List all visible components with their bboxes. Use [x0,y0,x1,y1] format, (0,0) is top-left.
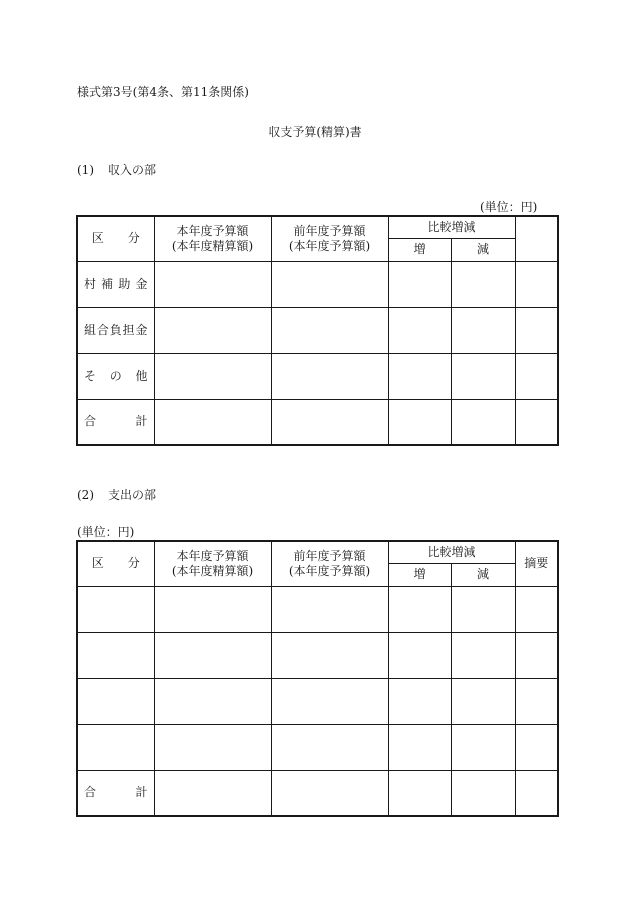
income-header-increase: 増 [388,238,451,261]
income-cell-decrease [451,399,515,445]
expense-cell-previous [271,586,388,632]
income-header-current-line2: (本年度精算額) [171,238,254,253]
income-header-row [77,216,558,238]
expense-row-label [77,770,154,816]
expense-cell-remarks [515,586,558,632]
expense-cell-current [154,770,271,816]
expense-header-comparison: 比較増減 [388,541,515,563]
expense-cell-previous [271,770,388,816]
expense-cell-remarks [515,632,558,678]
expense-header-current [154,541,271,586]
income-cell-decrease [451,307,515,353]
income-cell-increase [388,353,451,399]
income-header-comparison: 比較増減 [388,216,515,238]
expense-table [76,540,559,817]
income-header-current [154,216,271,261]
expense-row-label-text: 合 計 [84,785,148,800]
income-cell-current [154,353,271,399]
income-section-title: 収入の部 [108,163,157,177]
income-cell-remarks [515,261,558,307]
expense-cell-remarks [515,724,558,770]
expense-row-label [77,724,154,770]
income-cell-remarks [515,399,558,445]
income-cell-current [154,399,271,445]
expense-cell-increase [388,678,451,724]
expense-header-decrease: 減 [451,563,515,586]
income-row-label-text: 村補助金 [84,276,148,291]
expense-cell-current [154,724,271,770]
expense-header-previous-line2: (本年度予算額) [288,563,371,578]
expense-cell-increase [388,632,451,678]
income-header-remarks [515,216,558,261]
expense-section-heading [77,486,156,503]
expense-header-category: 区 分 [77,541,154,586]
expense-header-current-line1: 本年度予算額 [176,548,249,563]
form-reference: 様式第3号(第4条、第11条関係) [77,85,249,99]
expense-cell-remarks [515,770,558,816]
expense-cell-current [154,678,271,724]
expense-cell-previous [271,678,388,724]
expense-cell-decrease [451,724,515,770]
table-row [77,770,558,816]
income-header-previous-line2: (本年度予算額) [288,238,371,253]
table-row [77,261,558,307]
income-row-label-text: 合 計 [84,414,148,429]
expense-row-label [77,586,154,632]
income-cell-remarks [515,307,558,353]
expense-cell-increase [388,586,451,632]
expense-cell-current [154,632,271,678]
income-section-number: (1) [77,163,94,177]
expense-row-label [77,678,154,724]
table-row [77,724,558,770]
income-cell-increase [388,307,451,353]
expense-header-row [77,541,558,563]
income-header-current-line1: 本年度予算額 [176,223,249,238]
expense-header-previous-line1: 前年度予算額 [293,548,366,563]
expense-header-increase: 増 [388,563,451,586]
table-row [77,632,558,678]
income-row-label [77,307,154,353]
income-cell-previous [271,399,388,445]
expense-unit-label: (単位：円) [77,525,135,539]
income-cell-increase [388,261,451,307]
table-row [77,307,558,353]
income-cell-remarks [515,353,558,399]
expense-cell-decrease [451,678,515,724]
expense-cell-increase [388,724,451,770]
income-cell-previous [271,261,388,307]
expense-row-label [77,632,154,678]
income-cell-previous [271,307,388,353]
income-cell-current [154,261,271,307]
income-cell-current [154,307,271,353]
income-row-label-text: 組合負担金 [84,322,148,337]
income-cell-decrease [451,353,515,399]
expense-cell-remarks [515,678,558,724]
expense-cell-decrease [451,632,515,678]
income-cell-increase [388,399,451,445]
expense-cell-previous [271,724,388,770]
table-row [77,353,558,399]
income-table [76,215,559,446]
expense-cell-current [154,586,271,632]
income-header-decrease: 減 [451,238,515,261]
expense-header-previous [271,541,388,586]
income-header-previous [271,216,388,261]
income-unit-label: (単位：円) [480,200,538,214]
expense-section-title: 支出の部 [108,488,157,502]
expense-cell-decrease [451,586,515,632]
income-header-category: 区 分 [77,216,154,261]
table-row [77,678,558,724]
income-row-label [77,353,154,399]
income-header-previous-line1: 前年度予算額 [293,223,366,238]
income-cell-previous [271,353,388,399]
expense-cell-increase [388,770,451,816]
expense-cell-previous [271,632,388,678]
expense-section-number: (2) [77,488,94,502]
table-row [77,586,558,632]
income-cell-decrease [451,261,515,307]
income-section-heading [77,161,156,178]
expense-header-remarks: 摘要 [515,541,558,586]
table-row [77,399,558,445]
income-row-label [77,399,154,445]
income-row-label-text: そ の 他 [84,368,148,383]
income-row-label [77,261,154,307]
expense-header-current-line2: (本年度精算額) [171,563,254,578]
expense-cell-decrease [451,770,515,816]
document-title: 収支予算(精算)書 [268,125,362,139]
